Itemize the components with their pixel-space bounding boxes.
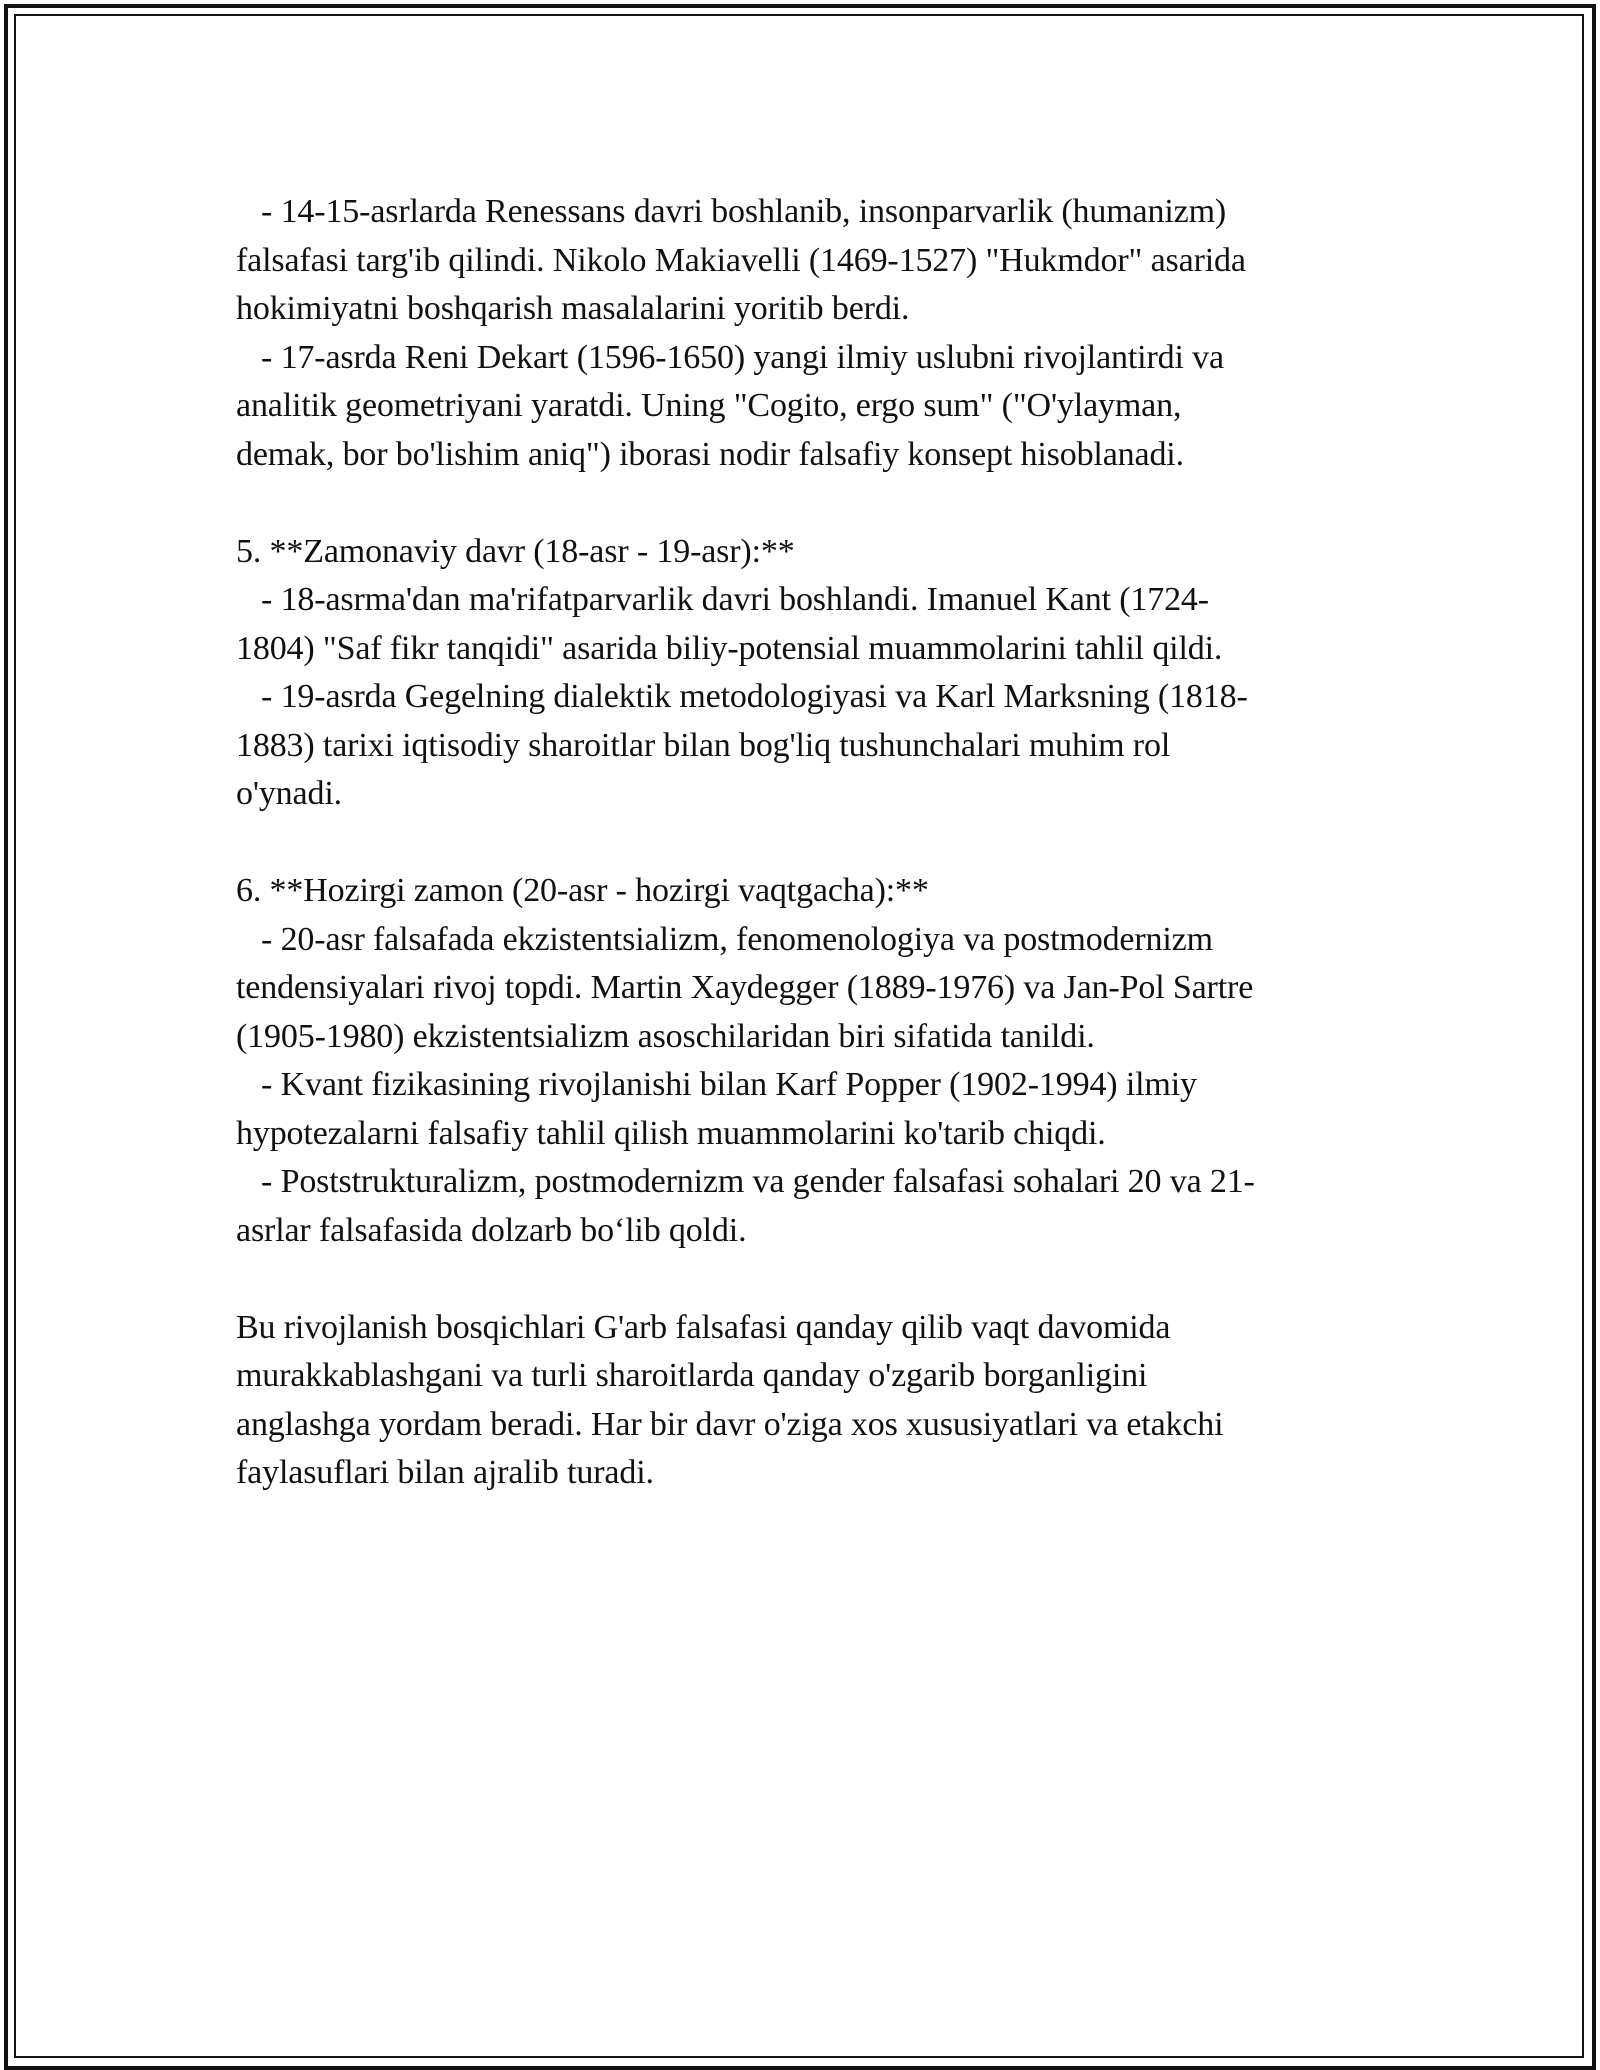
text-line: o'ynadi. bbox=[236, 775, 342, 812]
text-line: demak, bor bo'lishim aniq") iborasi nodir falsafiy konsept hisoblanadi. bbox=[236, 435, 1184, 473]
blank-line bbox=[236, 1255, 1366, 1304]
text-line: (1905-1980) ekzistentsializm asoschilaridan biri sifatida tanildi. bbox=[236, 1017, 1095, 1055]
text-line: - 17-asrda Reni Dekart (1596-1650) yangi ilmiy uslubni rivojlantirdi va bbox=[236, 338, 1224, 376]
document-body bbox=[236, 188, 1366, 1498]
text-line: - 20-asr falsafada ekzistentsializm, fenomenologiya va postmodernizm bbox=[236, 920, 1213, 958]
text-line: falsafasi targ'ib qilindi. Nikolo Makiavelli (1469-1527) "Hukmdor" asarida bbox=[236, 241, 1246, 279]
text-line: - 14-15-asrlarda Renessans davri boshlanib, insonparvarlik (humanizm) bbox=[236, 193, 1227, 230]
text-line: 6. **Hozirgi zamon (20-asr - hozirgi vaqtgacha):** bbox=[236, 872, 929, 909]
text-line: - 19-asrda Gegelning dialektik metodologiyasi va Karl Marksning (1818- bbox=[236, 678, 1248, 715]
text-line: tendensiyalari rivoj topdi. Martin Xaydegger (1889-1976) va Jan-Pol Sartre bbox=[236, 969, 1254, 1006]
text-line: analitik geometriyani yaratdi. Uning "Cogito, ergo sum" ("O'ylayman, bbox=[236, 387, 1182, 424]
text-line: hokimiyatni boshqarish masalalarini yoritib berdi. bbox=[236, 290, 910, 327]
text-line: Bu rivojlanish bosqichlari G'arb falsafasi qanday qilib vaqt davomida bbox=[236, 1308, 1171, 1346]
text-line: faylasuflari bilan ajralib turadi. bbox=[236, 1454, 654, 1491]
blank-line bbox=[236, 479, 1366, 528]
text-line: 5. **Zamonaviy davr (18-asr - 19-asr):** bbox=[236, 532, 795, 570]
text-line: asrlar falsafasida dolzarb bo‘lib qoldi. bbox=[236, 1211, 747, 1249]
blank-line bbox=[236, 819, 1366, 868]
text-line: - 18-asrma'dan ma'rifatparvarlik davri boshlandi. Imanuel Kant (1724- bbox=[236, 581, 1209, 618]
text-line: 1883) tarixi iqtisodiy sharoitlar bilan bog'liq tushunchalari muhim rol bbox=[236, 726, 1171, 764]
text-line: 1804) "Saf fikr tanqidi" asarida biliy-potensial muammolarini tahlil qildi. bbox=[236, 629, 1223, 667]
text-line: - Kvant fizikasining rivojlanishi bilan Karf Popper (1902-1994) ilmiy bbox=[236, 1066, 1197, 1103]
text-line: murakkablashgani va turli sharoitlarda qanday o'zgarib borganligini bbox=[236, 1357, 1148, 1394]
text-line: hypotezalarni falsafiy tahlil qilish muammolarini ko'tarib chiqdi. bbox=[236, 1114, 1106, 1152]
text-line: - Poststrukturalizm, postmodernizm va gender falsafasi sohalari 20 va 21- bbox=[236, 1163, 1255, 1200]
text-line: anglashga yordam beradi. Har bir davr o'ziga xos xususiyatlari va etakchi bbox=[236, 1405, 1224, 1443]
